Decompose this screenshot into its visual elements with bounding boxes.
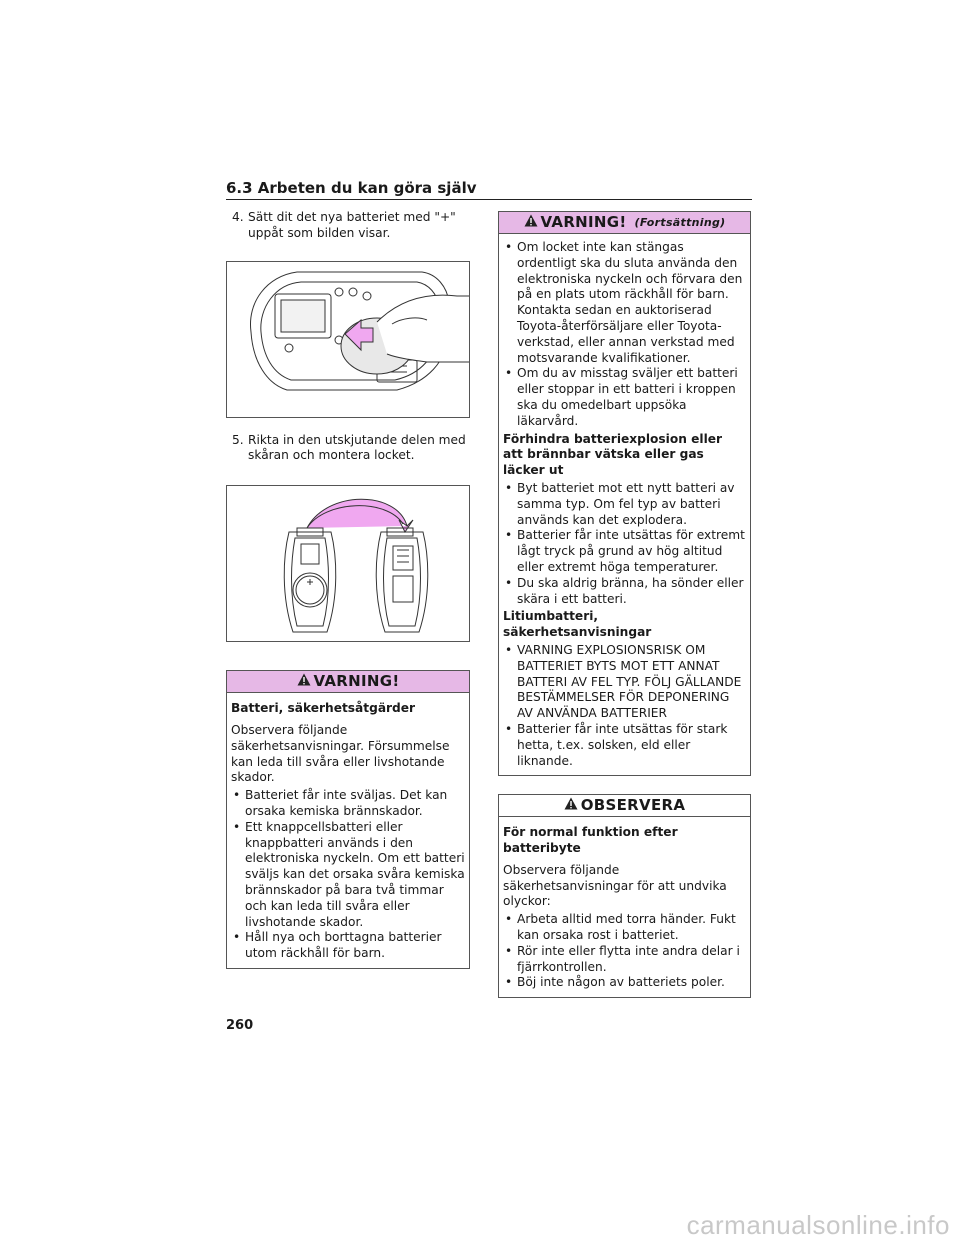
warning-title: VARNING! xyxy=(313,671,400,690)
right-column xyxy=(498,211,751,998)
section-header: 6.3 Arbeten du kan göra själv xyxy=(226,178,752,200)
warning-list-b xyxy=(503,481,746,607)
list-item: • Batteriet får inte sväljas. Det kan orsaka kemiska brännskador. xyxy=(231,788,465,820)
battery-insert-drawing xyxy=(227,262,470,418)
warning-triangle-icon xyxy=(297,673,311,690)
list-item: • Ett knappcellsbatteri eller knappbatteri används i den elektroniska nyckeln. Om ett batteri sväljs kan det orsaka svåra kemiska brännskador på bara två timmar och kan leda till svåra eller livshotande skador. xyxy=(231,820,465,931)
warning-heading: Batteri, säkerhetsåtgärder xyxy=(231,701,416,716)
observe-box xyxy=(498,794,751,998)
step-text: Rikta in den utskjutande delen med skåran och montera locket. xyxy=(248,432,466,463)
list-item: • Batterier får inte utsättas för stark hetta, t.ex. solsken, eld eller liknande. xyxy=(503,722,746,769)
battery-insert-illustration xyxy=(226,261,470,418)
list-item: • Rör inte eller flytta inte andra delar i fjärrkontrollen. xyxy=(503,944,746,976)
warning-list-a xyxy=(503,240,746,430)
list-item: • Du ska aldrig bränna, ha sönder eller skära i ett batteri. xyxy=(503,576,746,608)
observe-title: OBSERVERA xyxy=(580,795,686,814)
observe-heading: För normal funktion efter batteribyte xyxy=(503,825,678,856)
warning-body xyxy=(227,693,469,968)
warning-continued-header xyxy=(499,212,750,234)
step-number: 4. xyxy=(232,210,244,224)
warning-list-c xyxy=(503,643,746,769)
step-number: 5. xyxy=(232,432,244,447)
warning-triangle-icon xyxy=(524,214,538,231)
continued-label: (Fortsättning) xyxy=(634,215,726,229)
left-column xyxy=(226,210,470,969)
observe-list xyxy=(503,912,746,991)
watermark: carmanualsonline.info xyxy=(686,1210,950,1240)
observe-intro: Observera följande säkerhetsanvisningar för att undvika olyckor: xyxy=(503,862,727,909)
warning-continued-body xyxy=(499,234,750,775)
list-item: • VARNING EXPLOSIONSRISK OM BATTERIET BYTS MOT ETT ANNAT BATTERI AV FEL TYP. FÖLJ GÄLLANDE BESTÄMMELSER FÖR DEPONERING AV ANVÄNDA BATTERIER xyxy=(503,643,746,722)
step-5 xyxy=(232,433,470,465)
list-item: • Om du av misstag sväljer ett batteri eller stoppar in ett batteri i kroppen ska du omedelbart uppsöka läkarvård. xyxy=(503,366,746,429)
explosion-heading: Förhindra batteriexplosion eller att brännbar vätska eller gas läcker ut xyxy=(503,431,723,478)
warning-list xyxy=(231,788,465,962)
step-text: Sätt dit det nya batteriet med "+" uppåt som bilden visar. xyxy=(248,210,456,240)
cover-mount-drawing xyxy=(227,486,470,642)
step-4 xyxy=(232,210,470,242)
page-number: 260 xyxy=(226,1018,254,1033)
warning-box xyxy=(226,670,470,969)
list-item: • Arbeta alltid med torra händer. Fukt kan orsaka rost i batteriet. xyxy=(503,912,746,944)
list-item: • Batterier får inte utsättas för extremt lågt tryck på grund av hög altitud eller extremt höga temperaturer. xyxy=(503,528,746,575)
caution-triangle-icon xyxy=(564,797,578,814)
list-item: • Håll nya och borttagna batterier utom räckhåll för barn. xyxy=(231,930,465,962)
list-item: • Om locket inte kan stängas ordentligt ska du sluta använda den elektroniska nyckeln och förvara den på en plats utom räckhåll för barn. Kontakta sedan en auktoriserad Toyota-återförsäljare eller Toyota-verkstad, eller annan verkstad med motsvarande kvalifikationer. xyxy=(503,240,746,366)
list-item: • Böj inte någon av batteriets poler. xyxy=(503,975,746,991)
observe-header xyxy=(499,795,750,817)
warning-continued-box xyxy=(498,211,751,776)
lithium-heading: Litiumbatteri, säkerhetsanvisningar xyxy=(503,609,652,640)
warning-header xyxy=(227,671,469,693)
list-item: • Byt batteriet mot ett nytt batteri av samma typ. Om fel typ av batteri används kan det explodera. xyxy=(503,481,746,528)
warning-continued-title: VARNING! xyxy=(540,212,627,231)
cover-mount-illustration xyxy=(226,485,470,642)
warning-intro: Observera följande säkerhetsanvisningar. Försummelse kan leda till svåra eller livshotande skador. xyxy=(231,722,450,785)
observe-body xyxy=(499,817,750,997)
